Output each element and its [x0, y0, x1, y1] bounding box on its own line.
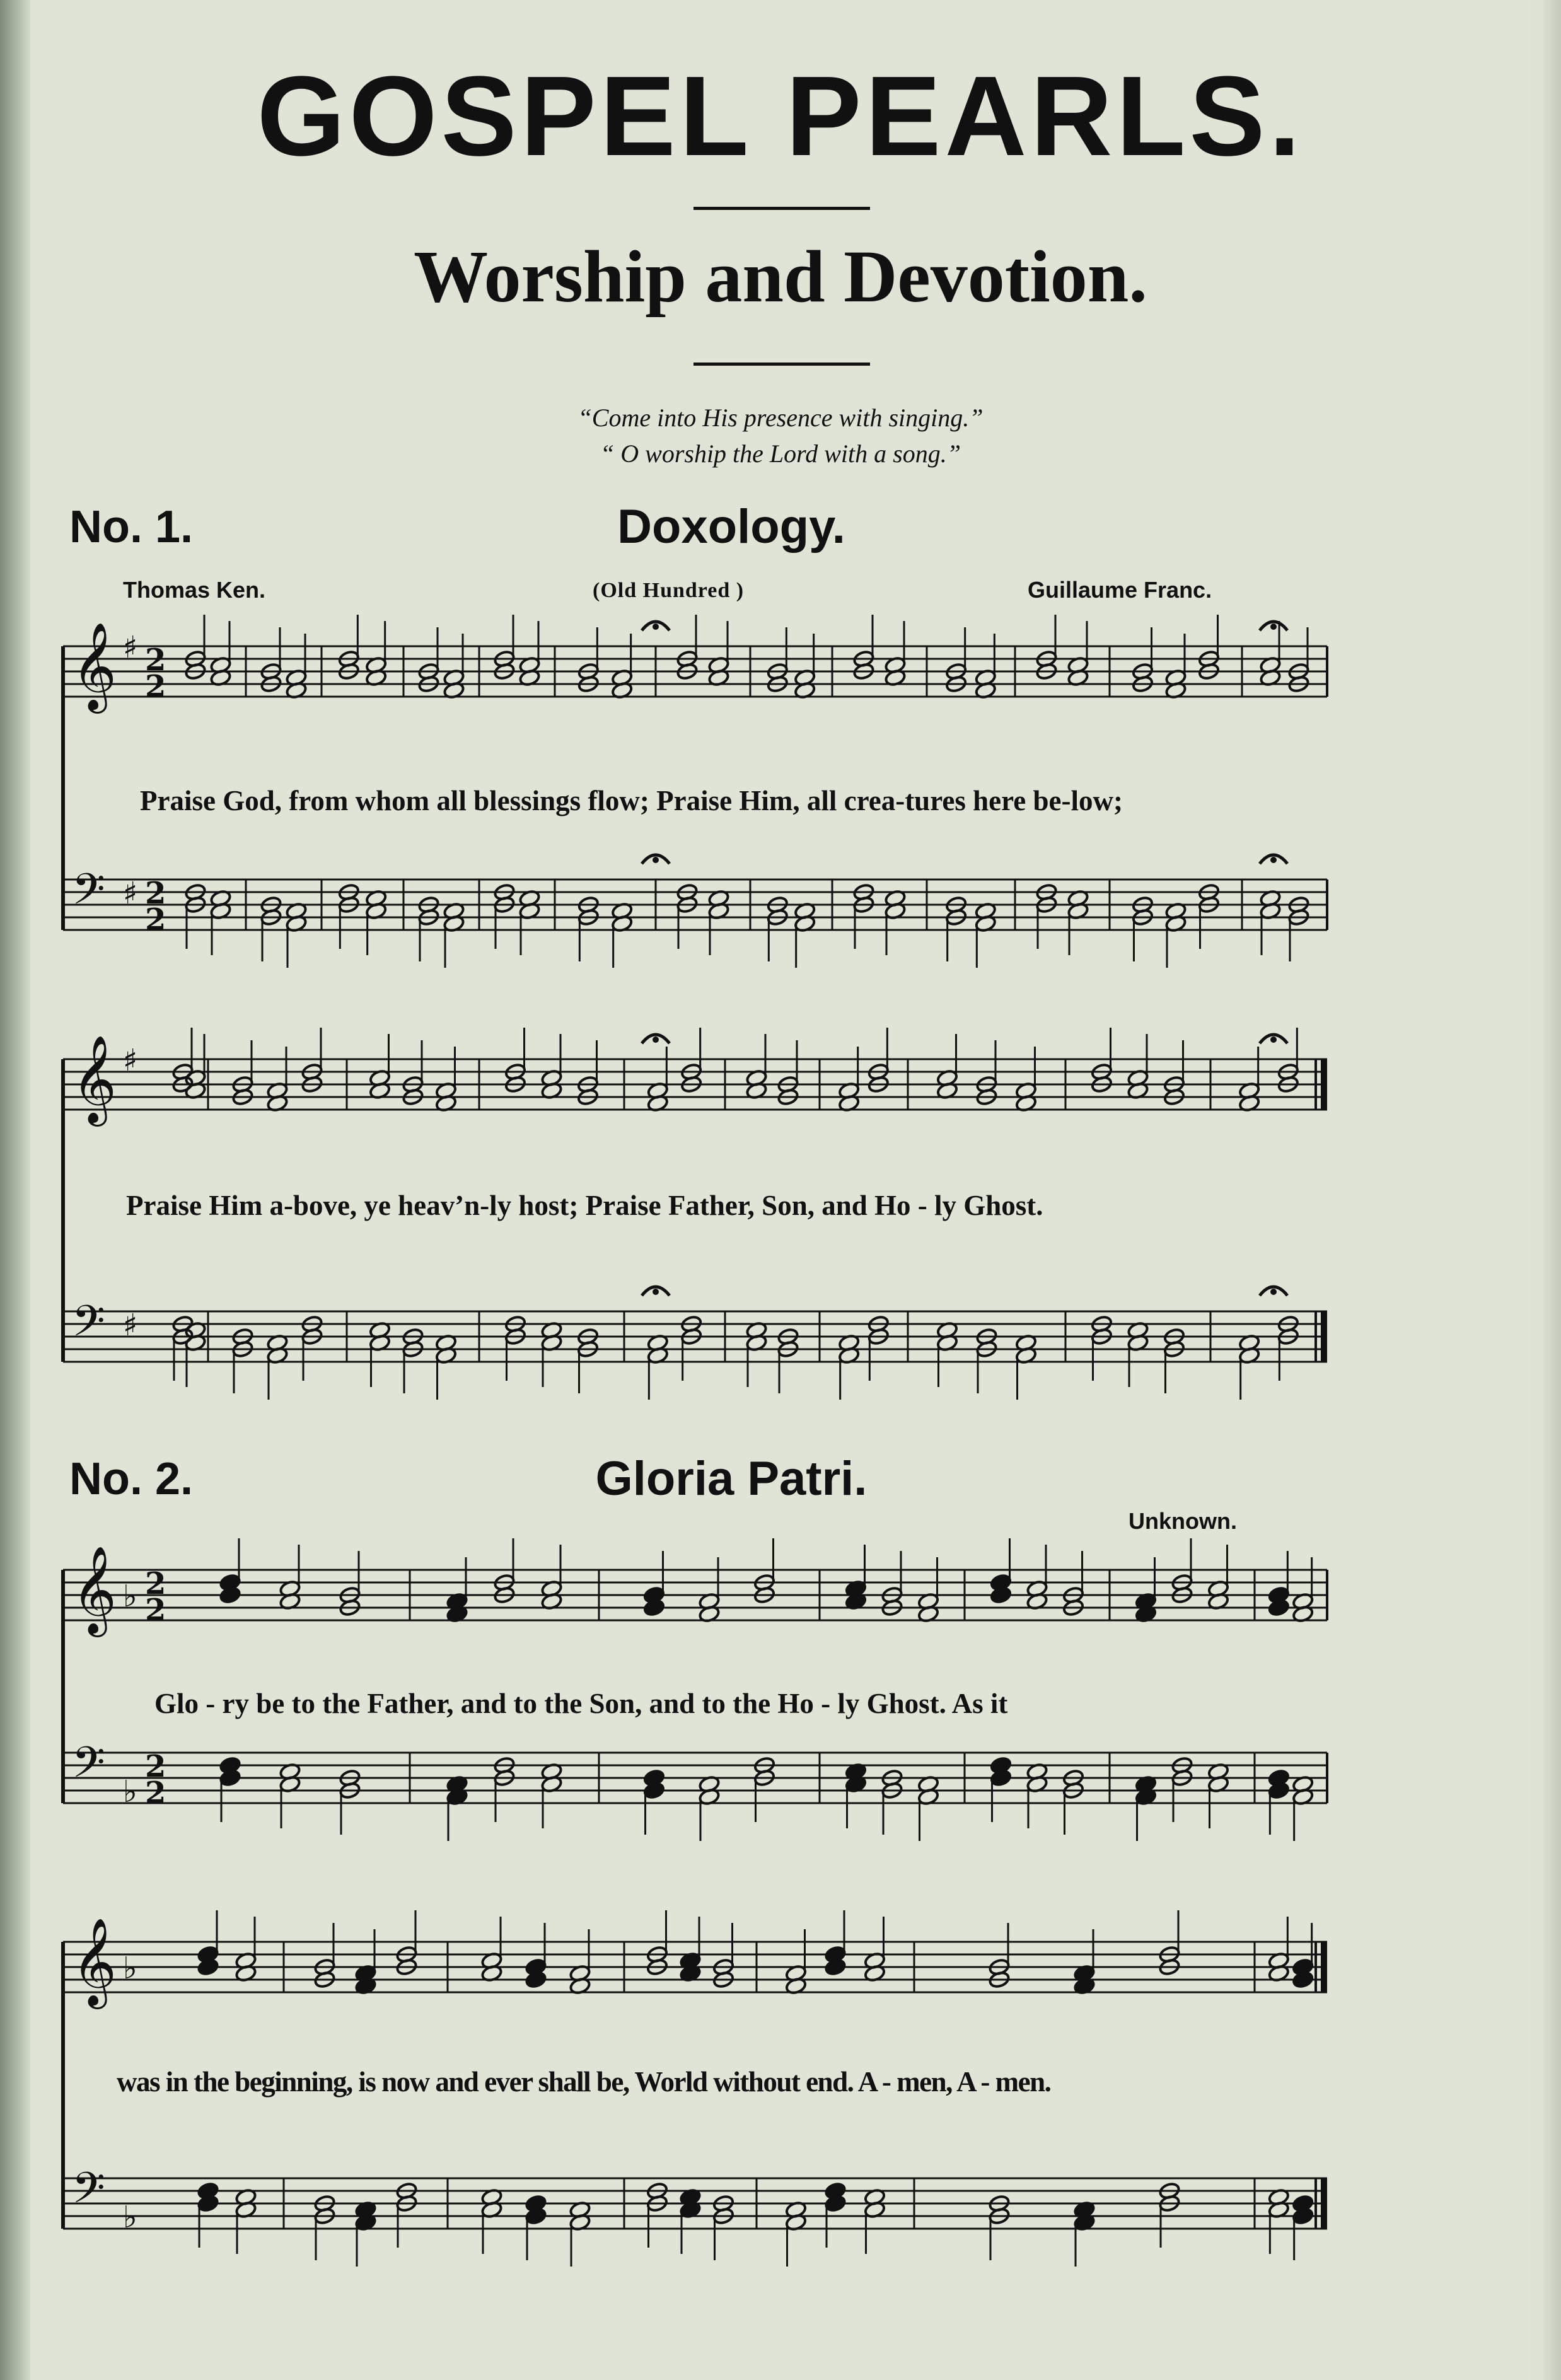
bass-clef-icon: 𝄢	[72, 1297, 105, 1357]
fermata-dot	[653, 1036, 659, 1043]
final-bar-thick	[1321, 1311, 1327, 1362]
hymn-2-lyric-line-1: Glo - ry be to the Father, and to the Son, and to the Ho - ly Ghost. As it	[154, 1688, 1008, 1719]
bass-clef-icon: 𝄢	[72, 1738, 105, 1798]
sharp-key-signature-icon: ♯	[123, 1308, 138, 1343]
book-title: GOSPEL PEARLS.	[257, 53, 1304, 180]
bass-clef-icon: 𝄢	[72, 2164, 105, 2224]
time-signature-bottom: 2	[145, 1593, 166, 1628]
fermata-dot	[653, 857, 659, 863]
flat-key-signature-icon: ♭	[123, 1951, 137, 1986]
fermata-dot	[653, 624, 659, 630]
time-signature-bottom: 2	[145, 1775, 166, 1811]
sharp-key-signature-icon: ♯	[123, 876, 138, 911]
time-signature-top: 2	[145, 642, 166, 678]
final-bar-thick	[1321, 1059, 1327, 1110]
time-signature-bottom: 2	[145, 669, 166, 704]
hymn-1-number: No. 1.	[69, 502, 194, 552]
hymn-2-composer: Unknown.	[1129, 1508, 1237, 1534]
time-signature-bottom: 2	[145, 902, 166, 937]
hymn-1-composer: Guillaume Franc.	[1028, 577, 1212, 603]
sharp-key-signature-icon: ♯	[123, 630, 138, 665]
flat-key-signature-icon: ♭	[123, 2200, 137, 2235]
hymn-2-lyric-line-2: was in the beginning, is now and ever shall be, World without end. A - men, A - men.	[117, 2066, 1051, 2098]
hymn-1-lyricist: Thomas Ken.	[123, 577, 266, 603]
hymn-1-lyric-line-1: Praise God, from whom all blessings flow; Praise Him, all crea-tures here be-low;	[140, 785, 1123, 816]
time-signature-top: 2	[145, 876, 166, 911]
final-bar-thick	[1321, 2178, 1327, 2229]
fermata-dot	[653, 1289, 659, 1295]
epigraph-line-1: “Come into His presence with singing.”	[577, 403, 984, 432]
time-signature-top: 2	[145, 1749, 166, 1784]
flat-key-signature-icon: ♭	[123, 1579, 137, 1614]
section-title: Worship and Devotion.	[414, 235, 1147, 318]
treble-clef-icon: 𝄞	[72, 1546, 117, 1634]
sharp-key-signature-icon: ♯	[123, 1043, 138, 1078]
hymn-2-title: Gloria Patri.	[595, 1452, 868, 1506]
time-signature-top: 2	[145, 1566, 166, 1601]
fermata-dot	[1270, 1036, 1277, 1043]
fermata-dot	[1270, 624, 1277, 630]
hymn-1-title: Doxology.	[617, 500, 845, 554]
staff-systems	[63, 615, 1327, 2267]
hymn-2-number: No. 2.	[69, 1454, 194, 1504]
hymn-1-lyric-line-2: Praise Him a-bove, ye heav’n-ly host; Praise Father, Son, and Ho - ly Ghost.	[126, 1190, 1043, 1221]
bass-clef-icon: 𝄢	[72, 865, 105, 925]
flat-key-signature-icon: ♭	[123, 1774, 137, 1809]
treble-clef-icon: 𝄞	[72, 1035, 117, 1123]
final-bar-thick	[1321, 1942, 1327, 1992]
treble-clef-icon: 𝄞	[72, 622, 117, 710]
fermata-dot	[1270, 1289, 1277, 1295]
treble-clef-icon: 𝄞	[72, 1918, 117, 2006]
epigraph-line-2: “ O worship the Lord with a song.”	[600, 439, 961, 468]
fermata-dot	[1270, 857, 1277, 863]
hymn-1-tune-name: (Old Hundred )	[593, 579, 745, 602]
